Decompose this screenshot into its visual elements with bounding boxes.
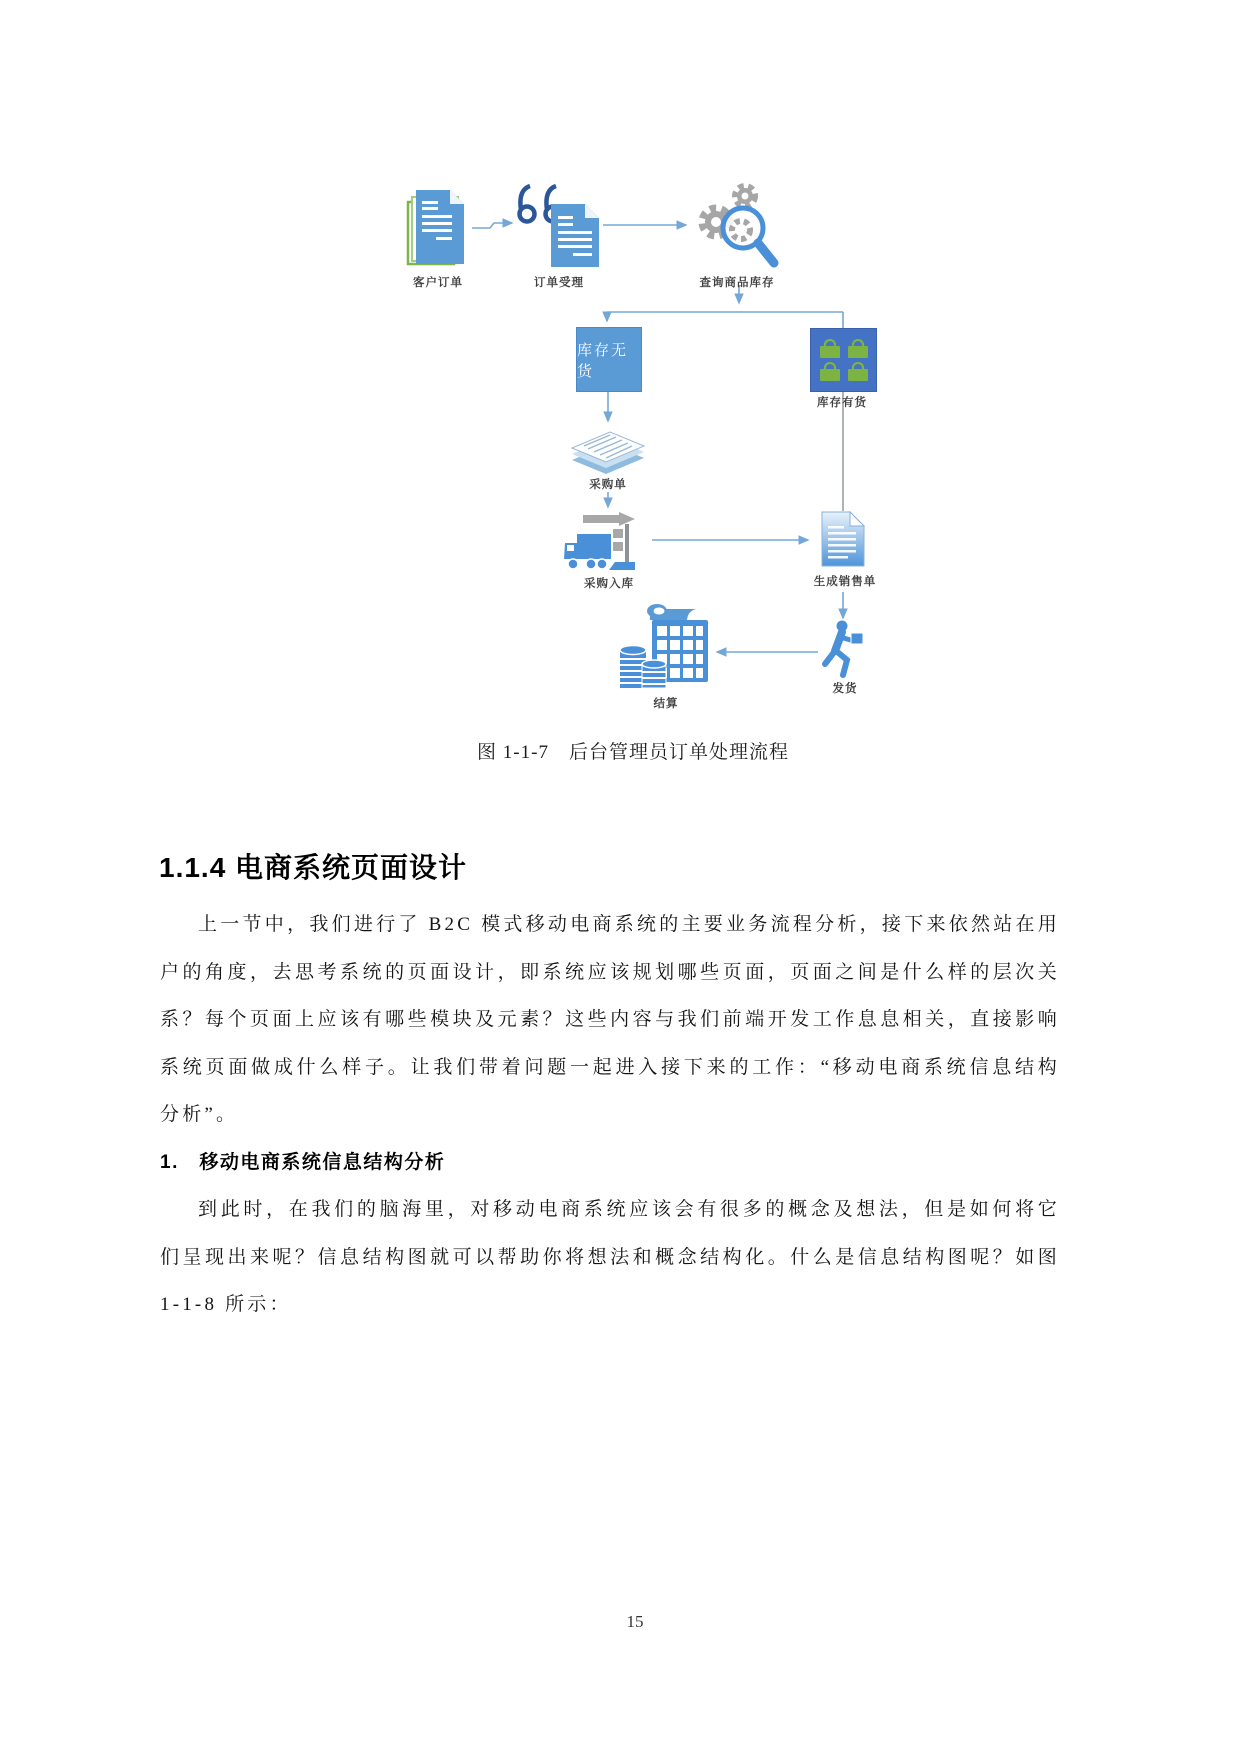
shopping-bags-icon [810, 328, 877, 392]
truck-loading-icon [563, 512, 651, 576]
node-label-query-stock: 查询商品库存 [699, 277, 775, 289]
bag-icon [847, 362, 869, 382]
node-no-stock [576, 327, 642, 392]
node-label-customer-order: 客户订单 [413, 277, 463, 289]
bag-icon [819, 339, 841, 359]
node-label-order-accept: 订单受理 [534, 277, 584, 289]
section-heading: 1.1.4 电商系统页面设计 [159, 852, 468, 883]
page-number: 15 [626, 1612, 644, 1631]
bag-icon [847, 339, 869, 359]
paragraph-line: 分析”。 [160, 1104, 239, 1125]
paragraph-line: 1-1-8 所示： [160, 1294, 292, 1315]
node-label-purchase-inbound: 采购入库 [584, 578, 634, 590]
paragraph-line: 上一节中，我们进行了 B2C 模式移动电商系统的主要业务流程分析，接下来依然站在用 [198, 914, 1060, 935]
subsection-heading: 1. 移动电商系统信息结构分析 [160, 1151, 446, 1173]
bag-icon [819, 362, 841, 382]
paragraph-line: 户的角度，去思考系统的页面设计，即系统应该规划哪些页面，页面之间是什么样的层次关 [160, 961, 1060, 983]
sales-order-document-icon [820, 510, 866, 568]
node-label-no-stock: 库存无货 [577, 342, 629, 380]
paper-stack-icon [570, 424, 646, 474]
node-label-ship: 发货 [832, 683, 858, 695]
body-text [160, 901, 1060, 1329]
stacked-documents-icon [406, 188, 470, 266]
node-label-in-stock: 库存有货 [817, 397, 867, 409]
paragraph-line: 系？每个页面上应该有哪些模块及元素？这些内容与我们前端开发工作息息相关，直接影响 [160, 1009, 1060, 1030]
order-document-icon [549, 202, 601, 269]
figure-caption: 图 1-1-7 后台管理员订单处理流程 [477, 742, 789, 763]
calculator-coins-icon [616, 600, 712, 696]
node-label-settle: 结算 [653, 698, 679, 710]
courier-person-icon [820, 620, 864, 678]
gears-magnifier-icon [693, 180, 781, 272]
paragraph-line: 到此时，在我们的脑海里，对移动电商系统应该会有很多的概念及想法，但是如何将它 [198, 1199, 1060, 1220]
paragraph-line: 系统页面做成什么样子。让我们带着问题一起进入接下来的工作：“移动电商系统信息结构 [160, 1056, 1060, 1078]
figure-order-flowchart [0, 0, 1240, 730]
node-label-sales-order: 生成销售单 [813, 576, 877, 588]
node-label-purchase-order: 采购单 [589, 479, 627, 491]
paragraph-line: 们呈现出来呢？信息结构图就可以帮助你将想法和概念结构化。什么是信息结构图呢？如图 [160, 1246, 1060, 1268]
